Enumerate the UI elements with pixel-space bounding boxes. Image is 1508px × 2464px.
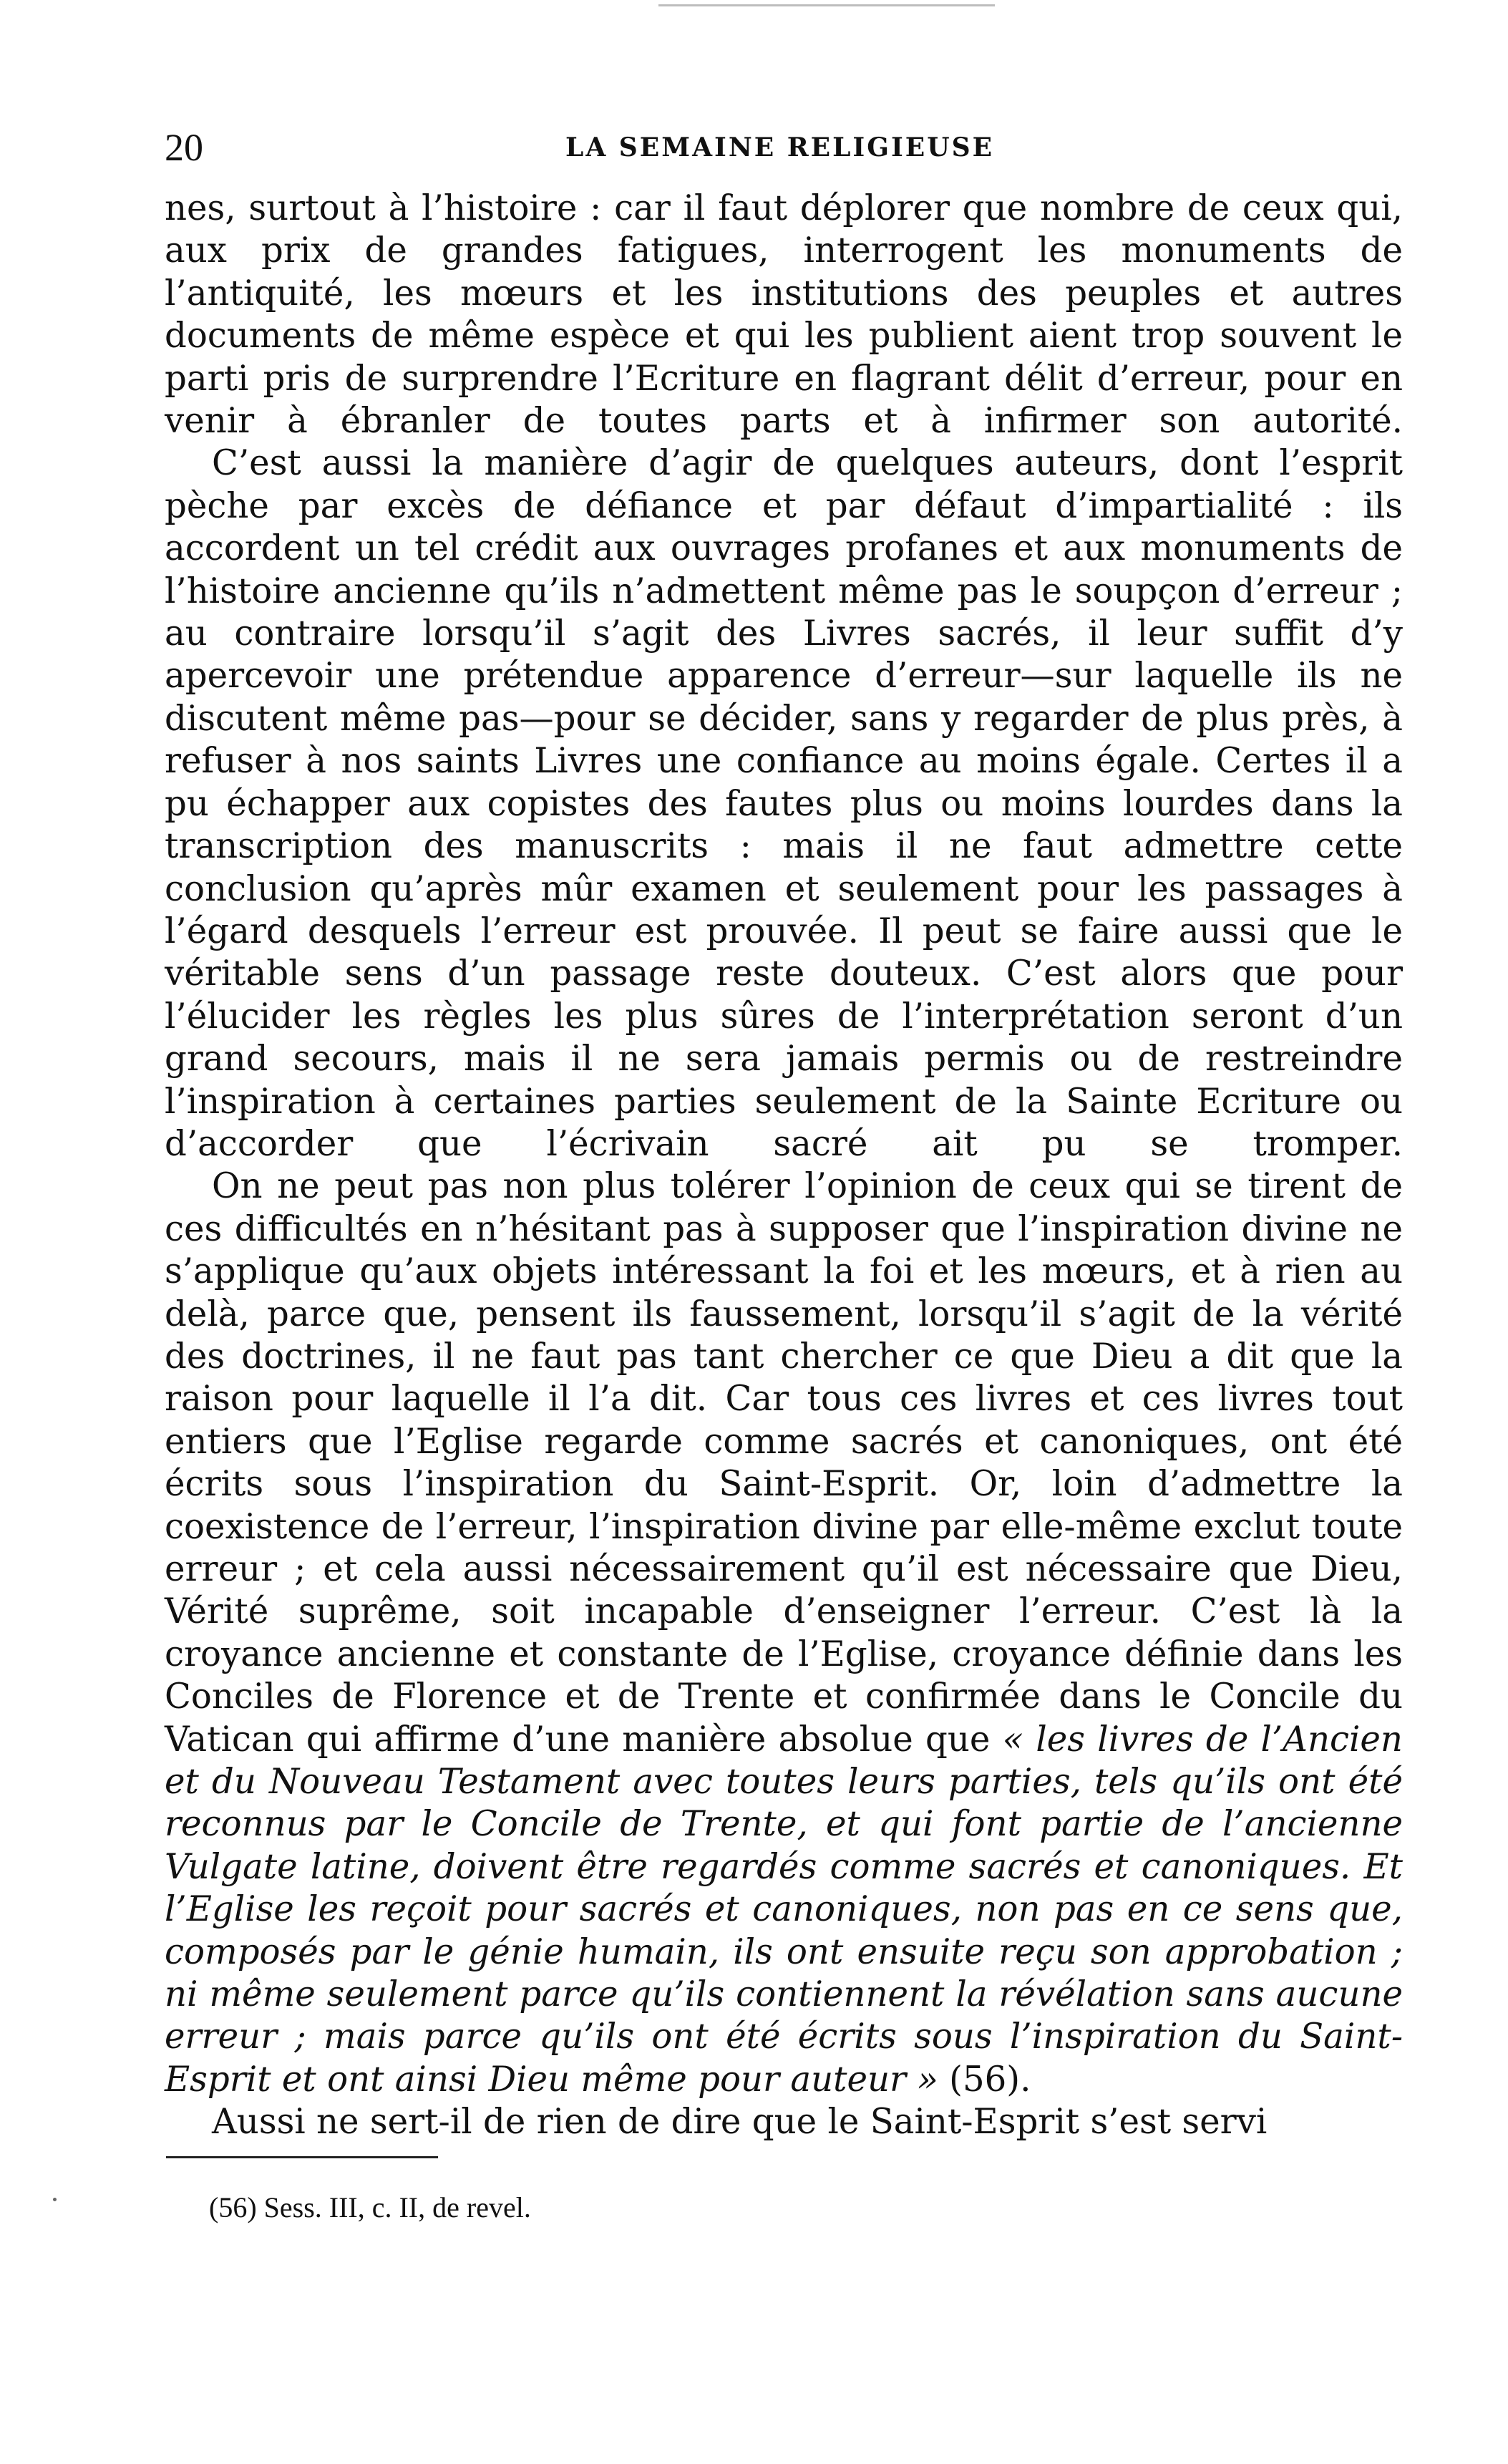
footnote: (56) Sess. III, c. II, de revel. xyxy=(209,2191,531,2223)
footnote-rule xyxy=(166,2156,438,2158)
top-edge-rule xyxy=(658,4,995,6)
council-quote: « les livres de l’Ancien et du Nouveau Testament avec toutes leurs parties, tels qu’ils ont été reconnus par le Concile de Trente, et qui font partie de l’ancienne Vulgate latine, doivent être regardés comme sacrés et canoniques. Et l’Eglise les reçoit pour sacrés et canoniques, non pas en ce sens que, composés par le génie humain, ils ont ensuite reçu son approbation ; ni même seulement parce qu’ils contiennent la révélation sans aucune erreur ; mais parce qu’ils ont été écrits sous l’inspiration du Saint-Esprit et ont ainsi Dieu même pour auteur » xyxy=(165,1719,1403,2100)
footnote-reference: (56). xyxy=(938,2059,1031,2100)
paragraph-2: C’est aussi la manière d’agir de quelques auteurs, dont l’esprit pèche par excès de défiance et par défaut d’impartialité : ils accordent un tel crédit aux ouvrages profanes et aux monuments de l’histoire ancienne qu’ils n’admettent même pas le soupçon d’erreur ; au contraire lorsqu’il s’agit des Livres sacrés, il leur suffit d’y apercevoir une prétendue apparence d’erreur—sur laquelle ils ne discutent même pas—pour se décider, sans y regarder de plus près, à refuser à nos saints Livres une confiance au moins égale. Certes il a pu échapper aux copistes des fautes plus ou moins lourdes dans la transcription des manuscrits : mais il ne faut admettre cette conclusion qu’après mûr examen et seulement pour les passages à l’égard desquels l’erreur est prouvée. Il peut se faire aussi que le véritable sens d’un passage reste douteux. C’est alors que pour l’élucider les règles les plus sûres de l’interprétation seront d’un grand secours, mais il ne sera jamais permis ou de restreindre l’inspiration à certaines parties seulement de la Sainte Ecriture ou d’accorder que l’écrivain sacré ait pu se tromper. xyxy=(165,443,1403,1164)
scan-speck xyxy=(53,2198,57,2201)
paragraph-4: Aussi ne sert-il de rien de dire que le Saint-Esprit s’est servi xyxy=(212,2102,1268,2143)
paragraph-3-text: On ne peut pas non plus tolérer l’opinion de ceux qui se tirent de ces difficultés en n’hésitant pas à supposer que l’inspiration divine ne s’applique qu’aux objets intéressant la foi et les mœurs, et à rien au delà, parce que, pensent ils faussement, lorsqu’il s’agit de la vérité des doctrines, il ne faut pas tant chercher ce que Dieu a dit que la raison pour laquelle il l’a dit. Car tous ces livres et ces livres tout entiers que l’Eglise regarde comme sacrés et canoniques, ont été écrits sous l’inspiration du Saint-Esprit. Or, loin d’admettre la coexistence de l’erreur, l’inspiration divine par elle-même exclut toute erreur ; et cela aussi nécessairement qu’il est nécessaire que Dieu, Vérité suprême, soit incapable d’enseigner l’erreur. C’est là la croyance ancienne et constante de l’Eglise, croyance définie dans les Conciles de Florence et de Trente et confirmée dans le Concile du Vatican qui affirme d’une manière absolue que xyxy=(165,1166,1403,1760)
body-text xyxy=(165,188,1403,2144)
paragraph-3 xyxy=(165,1165,1403,2101)
page-number: 20 xyxy=(165,126,203,169)
page-header xyxy=(165,120,1396,178)
running-head: LA SEMAINE RELIGIEUSE xyxy=(565,132,995,163)
paragraph-1: nes, surtout à l’histoire : car il faut déplorer que nombre de ceux qui, aux prix de grandes fatigues, interrogent les monuments de l’antiquité, les mœurs et les institutions des peuples et autres documents de même espèce et qui les publient aient trop souvent le parti pris de surprendre l’Ecriture en flagrant délit d’erreur, pour en venir à ébranler de toutes parts et à infirmer son autorité. xyxy=(165,188,1403,442)
